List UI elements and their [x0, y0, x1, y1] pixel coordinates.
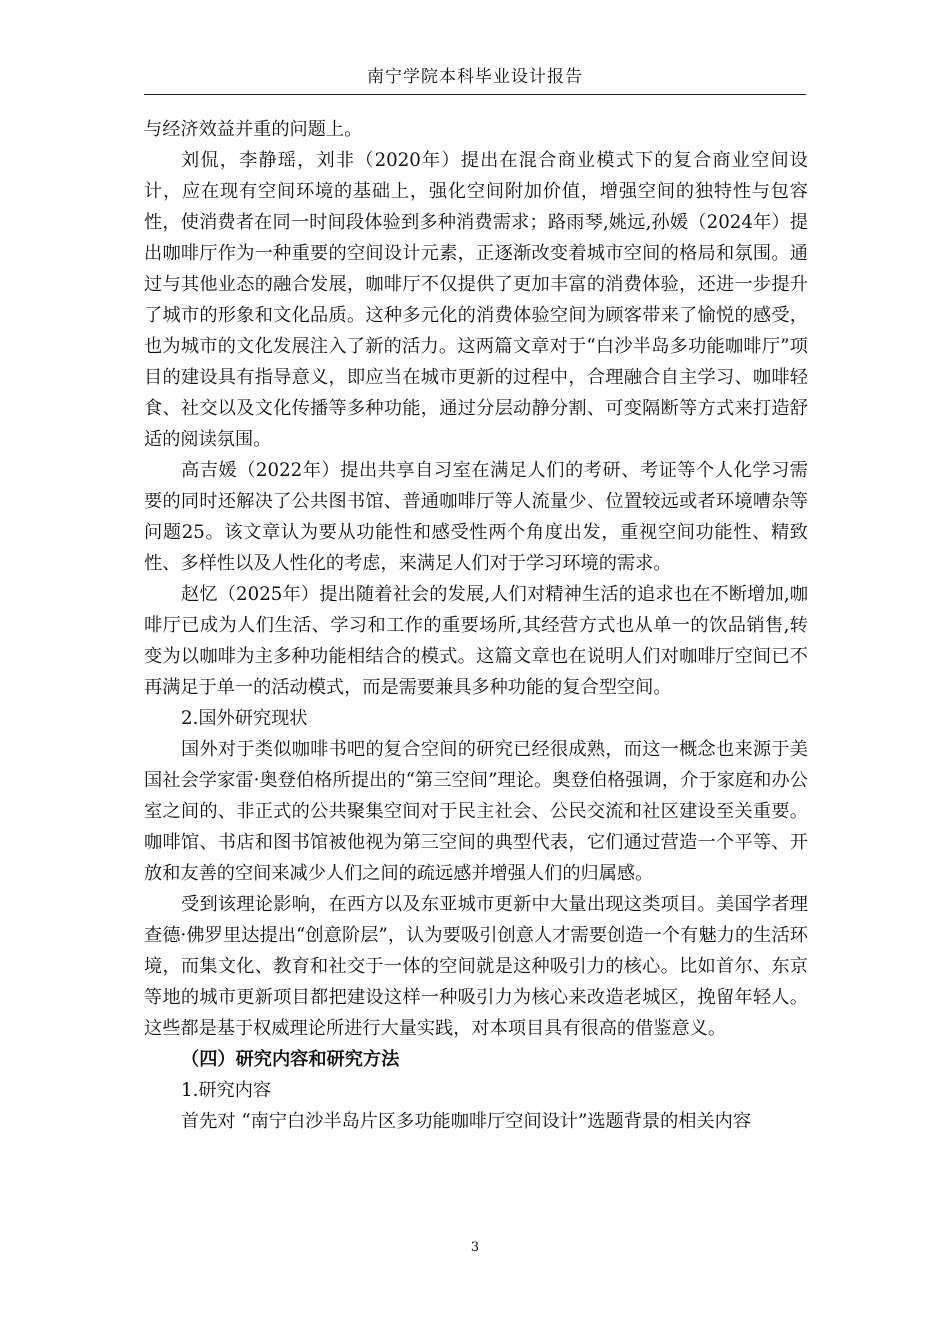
subheading-foreign-research: 2.国外研究现状: [181, 708, 308, 729]
paragraph-continuation: 与经济效益并重的问题上。: [144, 119, 363, 140]
section-heading-research-content-methods: （四）研究内容和研究方法: [181, 1049, 400, 1070]
body-text: [144, 114, 808, 1137]
page-number: 3: [470, 1240, 480, 1255]
paragraph-creative-class: 受到该理论影响，在西方以及东亚城市更新中大量出现这类项目。美国学者理查德·佛罗里达提出“创意阶层”，认为要吸引创意人才需要创造一个有魅力的生活环境，而集文化、教育和社交于一体的空间就是这种吸引力的核心。比如首尔、东京等地的城市更新项目都把建设这样一种吸引力为核心来改造老城区，挽留年轻人。这些都是基于权威理论所进行大量实践，对本项目具有很高的借鉴意义。: [144, 894, 808, 1039]
page-header: [144, 60, 806, 95]
subheading-research-content: 1.研究内容: [181, 1080, 272, 1101]
paragraph-zhao-yi: 赵忆（2025年）提出随着社会的发展,人们对精神生活的追求也在不断增加,咖啡厅已成为人们生活、学习和工作的重要场所,其经营方式也从单一的饮品销售,转变为以咖啡为主多种功能相结合的模式。这篇文章也在说明人们对咖啡厅空间已不再满足于单一的活动模式，而是需要兼具多种功能的复合型空间。: [144, 584, 808, 698]
header-title: 南宁学院本科毕业设计报告: [367, 67, 583, 87]
paragraph-gao-jiyuan: 高吉媛（2022年）提出共享自习室在满足人们的考研、考证等个人化学习需要的同时还解决了公共图书馆、普通咖啡厅等人流量少、位置较远或者环境嘈杂等问题25。该文章认为要从功能性和感受性两个角度出发，重视空间功能性、精致性、多样性以及人性化的考虑，来满足人们对于学习环境的需求。: [144, 460, 808, 574]
paragraph-research-content-start: 首先对 “南宁白沙半岛片区多功能咖啡厅空间设计”选题背景的相关内容: [181, 1111, 752, 1132]
paragraph-liu-kan: 刘侃，李静瑶，刘非（2020年）提出在混合商业模式下的复合商业空间设计，应在现有空间环境的基础上，强化空间附加价值，增强空间的独特性与包容性，使消费者在同一时间段体验到多种消费需求；路雨琴,姚远,孙媛（2024年）提出咖啡厅作为一种重要的空间设计元素，正逐渐改变着城市空间的格局和氛围。通过与其他业态的融合发展，咖啡厅不仅提供了更加丰富的消费体验，还进一步提升了城市的形象和文化品质。这种多元化的消费体验空间为顾客带来了愉悦的感受，也为城市的文化发展注入了新的活力。这两篇文章对于“白沙半岛多功能咖啡厅”项目的建设具有指导意义，即应当在城市更新的过程中，合理融合自主学习、咖啡轻食、社交以及文化传播等多种功能，通过分层动静分割、可变隔断等方式来打造舒适的阅读氛围。: [144, 150, 808, 450]
paragraph-third-space: 国外对于类似咖啡书吧的复合空间的研究已经很成熟，而这一概念也来源于美国社会学家雷·奥登伯格所提出的“第三空间”理论。奥登伯格强调，介于家庭和办公室之间的、非正式的公共聚集空间对于民主社会、公民交流和社区建设至关重要。咖啡馆、书店和图书馆被他视为第三空间的典型代表，它们通过营造一个平等、开放和友善的空间来减少人们之间的疏远感并增强人们的归属感。: [144, 739, 808, 884]
